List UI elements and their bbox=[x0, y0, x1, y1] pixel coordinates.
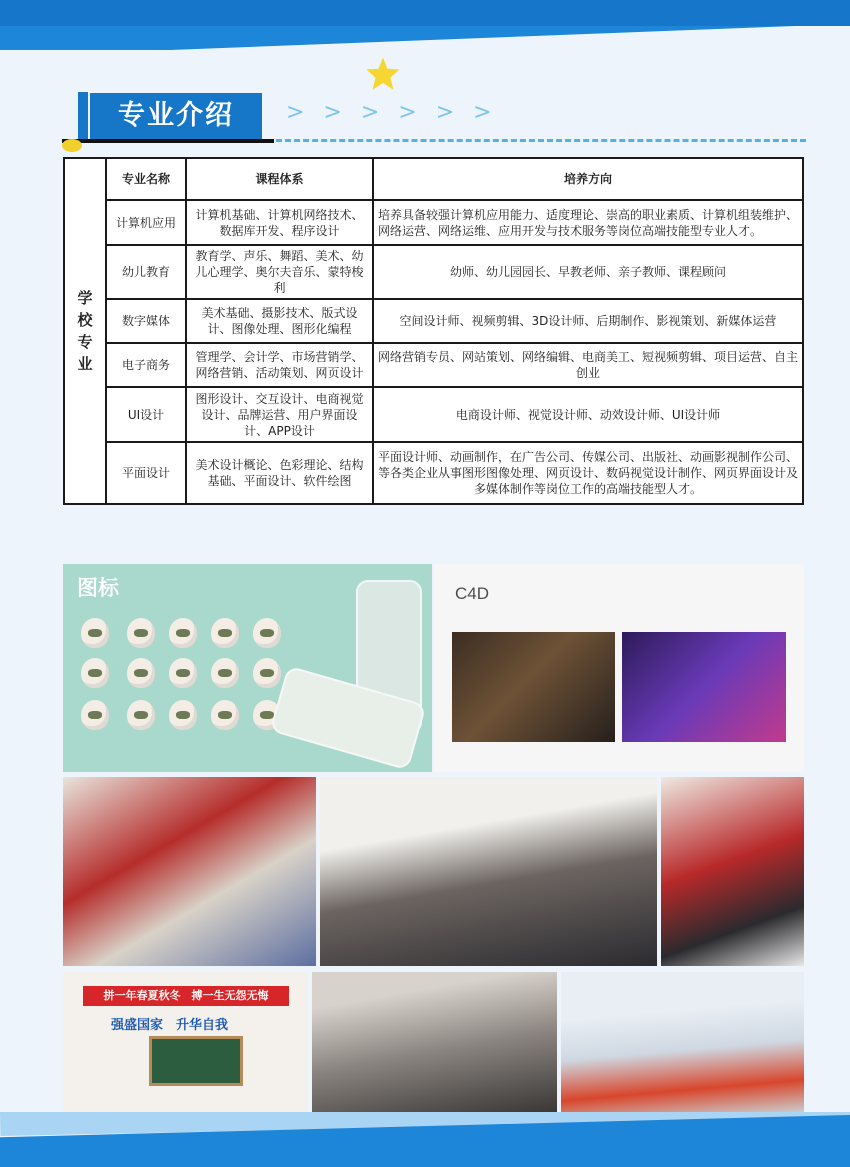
top-band bbox=[0, 0, 850, 50]
header-careers: 培养方向 bbox=[373, 158, 803, 200]
chalkboard bbox=[149, 1036, 243, 1086]
major-careers: 电商设计师、视觉设计师、动效设计师、UI设计师 bbox=[373, 387, 803, 442]
table-row bbox=[64, 343, 803, 387]
major-careers: 平面设计师、动画制作，在广告公司、传媒公司、出版社、动画影视制作公司、等各类企业从事图形图像处理、网页设计、数码视觉设计制作、网页界面设计及多媒体制作等岗位工作的高端技能型人才。 bbox=[373, 442, 803, 504]
major-courses: 教育学、声乐、舞蹈、美术、幼儿心理学、奥尔夫音乐、蒙特梭利 bbox=[186, 245, 373, 299]
header-name: 专业名称 bbox=[106, 158, 186, 200]
table-row bbox=[64, 299, 803, 343]
dashed-divider bbox=[276, 139, 806, 142]
character-icon bbox=[127, 618, 155, 648]
major-name: 计算机应用 bbox=[106, 200, 186, 245]
photo-piano-room bbox=[312, 972, 557, 1112]
major-careers: 网络营销专员、网站策划、网络编辑、电商美工、短视频剪辑、项目运营、自主创业 bbox=[373, 343, 803, 387]
table-row bbox=[64, 387, 803, 442]
major-courses: 管理学、会计学、市场营销学、网络营销、活动策划、网页设计 bbox=[186, 343, 373, 387]
side-label: 学校专业 bbox=[77, 289, 93, 373]
classroom-banner: 拼一年春夏秋冬 搏一生无怨无悔 bbox=[83, 986, 289, 1006]
icons-showcase bbox=[63, 564, 432, 772]
character-icon bbox=[127, 700, 155, 730]
table-row bbox=[64, 200, 803, 245]
table-row bbox=[64, 245, 803, 299]
character-icon bbox=[211, 658, 239, 688]
photo-classroom-banner bbox=[63, 972, 308, 1112]
major-name: 电子商务 bbox=[106, 343, 186, 387]
character-icon bbox=[169, 700, 197, 730]
table-row bbox=[64, 442, 803, 504]
wall-slogan: 强盛国家 升华自我 bbox=[111, 1018, 229, 1033]
photo-student-keyboard bbox=[661, 777, 804, 966]
major-courses: 图形设计、交互设计、电商视觉设计、品牌运营、用户界面设计、APP设计 bbox=[186, 387, 373, 442]
major-careers: 空间设计师、视频剪辑、3D设计师、后期制作、影视策划、新媒体运营 bbox=[373, 299, 803, 343]
table-header-row bbox=[64, 158, 803, 200]
icons-title: 图标 bbox=[77, 576, 119, 600]
character-icon bbox=[169, 618, 197, 648]
major-courses: 美术设计概论、色彩理论、结构基础、平面设计、软件绘图 bbox=[186, 442, 373, 504]
c4d-showcase bbox=[434, 564, 804, 772]
character-icon bbox=[253, 618, 281, 648]
photo-piano-classroom bbox=[320, 777, 657, 966]
photo-students-crafting bbox=[63, 777, 316, 966]
character-icon bbox=[81, 700, 109, 730]
character-icon bbox=[211, 700, 239, 730]
c4d-render-image bbox=[622, 632, 786, 742]
major-courses: 美术基础、摄影技术、版式设计、图像处理、图形化编程 bbox=[186, 299, 373, 343]
character-icon bbox=[169, 658, 197, 688]
photo-computer-lab bbox=[561, 972, 804, 1112]
character-icon bbox=[127, 658, 155, 688]
character-icon bbox=[253, 658, 281, 688]
major-careers: 培养具备较强计算机应用能力、适度理论、崇高的职业素质、计算机组装维护、网络运营、网络运维、应用开发与技术服务等岗位高端技能型专业人才。 bbox=[373, 200, 803, 245]
character-icon bbox=[81, 618, 109, 648]
chevron-decoration: > > > > > > bbox=[286, 100, 498, 125]
title-underline bbox=[62, 139, 274, 143]
c4d-render-image bbox=[452, 632, 615, 742]
side-label-cell bbox=[64, 158, 106, 504]
character-icon bbox=[81, 658, 109, 688]
major-name: UI设计 bbox=[106, 387, 186, 442]
section-title: 专业介绍 bbox=[118, 100, 234, 131]
majors-table bbox=[63, 157, 804, 505]
star-icon bbox=[364, 56, 402, 92]
title-accent bbox=[78, 92, 88, 140]
major-name: 数字媒体 bbox=[106, 299, 186, 343]
yellow-dot bbox=[62, 139, 82, 152]
bottom-band bbox=[0, 1112, 850, 1167]
major-name: 平面设计 bbox=[106, 442, 186, 504]
major-name: 幼儿教育 bbox=[106, 245, 186, 299]
c4d-title: C4D bbox=[455, 584, 490, 603]
character-icon bbox=[211, 618, 239, 648]
header-courses: 课程体系 bbox=[186, 158, 373, 200]
major-careers: 幼师、幼儿园园长、早教老师、亲子教师、课程顾问 bbox=[373, 245, 803, 299]
major-courses: 计算机基础、计算机网络技术、数据库开发、程序设计 bbox=[186, 200, 373, 245]
